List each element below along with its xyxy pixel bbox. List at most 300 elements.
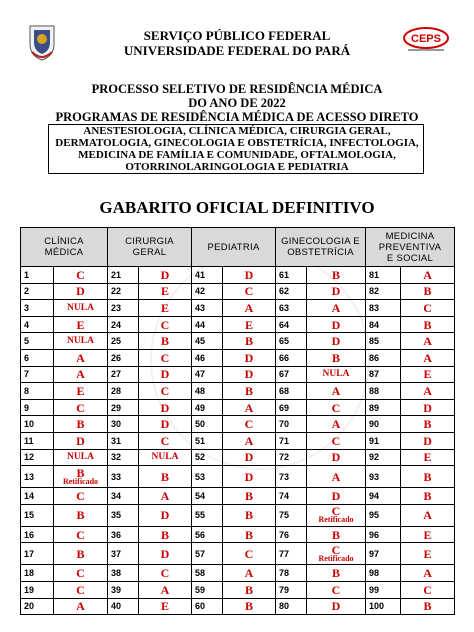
question-number: 9 (21, 399, 54, 416)
question-number: 42 (192, 283, 223, 300)
process-title-line1: PROCESSO SELETIVO DE RESIDÊNCIA MÉDICA (91, 82, 383, 96)
answer-value: C (76, 488, 85, 503)
question-number: 63 (276, 300, 307, 317)
answer-cell (139, 504, 192, 526)
answer-value: C (76, 400, 85, 415)
answer-value: D (244, 469, 254, 484)
answer-cell (139, 300, 192, 317)
question-number: 80 (276, 598, 307, 615)
question-number: 57 (192, 543, 223, 565)
answer-cell (223, 581, 276, 598)
question-number: 88 (366, 383, 401, 400)
answer-cell (401, 366, 455, 383)
question-number: 34 (108, 488, 139, 505)
answer-cell (307, 488, 366, 505)
question-number: 5 (21, 333, 54, 350)
answer-cell (223, 349, 276, 366)
answer-cell (54, 349, 108, 366)
answer-cell (401, 526, 455, 543)
table-row (21, 543, 455, 565)
table-header-row (21, 228, 455, 267)
rectified-note: Retificado (318, 515, 354, 525)
table-row (21, 333, 455, 350)
answer-cell (54, 543, 108, 565)
column-header-line: MÉDICA (44, 247, 84, 258)
answer-value: B (76, 546, 85, 561)
table-row (21, 565, 455, 582)
answer-cell (139, 449, 192, 466)
question-number: 61 (276, 267, 307, 284)
answer-value: A (76, 350, 85, 365)
column-header (276, 228, 366, 267)
question-number: 33 (108, 466, 139, 488)
answer-cell (139, 581, 192, 598)
table-row (21, 267, 455, 284)
question-number: 21 (108, 267, 139, 284)
question-number: 4 (21, 316, 54, 333)
answer-value: B (423, 488, 432, 503)
answer-value: B (161, 527, 170, 542)
answer-value: A (423, 334, 432, 349)
answer-value: E (423, 450, 432, 465)
question-number: 52 (192, 449, 223, 466)
answer-cell (139, 432, 192, 449)
question-number: 79 (276, 581, 307, 598)
question-number: 17 (21, 543, 54, 565)
answer-cell (307, 526, 366, 543)
answer-cell (307, 565, 366, 582)
question-number: 92 (366, 449, 401, 466)
question-number: 40 (108, 598, 139, 615)
answer-value: D (244, 450, 254, 465)
answer-value: B (423, 599, 432, 614)
answer-value: C (331, 504, 341, 519)
answer-value: C (331, 400, 341, 415)
answer-value: A (331, 469, 341, 484)
answer-value: B (76, 508, 85, 523)
answer-value: B (76, 417, 85, 432)
question-number: 83 (366, 300, 401, 317)
question-number: 38 (108, 565, 139, 582)
answer-cell (223, 598, 276, 615)
question-number: 46 (192, 349, 223, 366)
table-row (21, 366, 455, 383)
answer-cell (54, 504, 108, 526)
answer-cell (54, 316, 108, 333)
process-title-line2: DO ANO DE 2022 (188, 96, 286, 110)
answer-cell (401, 349, 455, 366)
question-number: 8 (21, 383, 54, 400)
answer-cell (54, 488, 108, 505)
answer-value: C (244, 546, 254, 561)
answer-cell (139, 349, 192, 366)
answer-value: A (244, 300, 254, 315)
answer-cell (223, 466, 276, 488)
question-number: 2 (21, 283, 54, 300)
column-header-line: GERAL (132, 247, 167, 258)
question-number: 99 (366, 581, 401, 598)
question-number: 87 (366, 366, 401, 383)
answer-cell (54, 449, 108, 466)
question-number: 30 (108, 416, 139, 433)
answer-value: A (423, 566, 432, 581)
question-number: 7 (21, 366, 54, 383)
answer-cell (307, 504, 366, 526)
question-number: 74 (276, 488, 307, 505)
question-number: 15 (21, 504, 54, 526)
answer-cell (307, 449, 366, 466)
table-body (21, 267, 455, 615)
answer-cell (139, 383, 192, 400)
table-row (21, 504, 455, 526)
question-number: 69 (276, 399, 307, 416)
question-number: 68 (276, 383, 307, 400)
answer-value: C (331, 542, 341, 557)
answer-value: A (76, 367, 85, 382)
specialties-line: DERMATOLOGIA, GINECOLOGIA E OBSTETRÍCIA, INFECTOLOGIA, (55, 137, 419, 149)
question-number: 25 (108, 333, 139, 350)
answer-cell (401, 565, 455, 582)
answer-value: D (331, 599, 341, 614)
answer-value: D (331, 334, 341, 349)
column-header (366, 228, 455, 267)
answer-value: D (160, 546, 170, 561)
question-number: 28 (108, 383, 139, 400)
question-number: 24 (108, 316, 139, 333)
answer-cell (223, 565, 276, 582)
answer-value: E (76, 383, 85, 398)
question-number: 26 (108, 349, 139, 366)
answer-value: E (161, 300, 170, 315)
answer-value: B (161, 334, 170, 349)
question-number: 20 (21, 598, 54, 615)
question-number: 89 (366, 399, 401, 416)
answer-value: B (423, 417, 432, 432)
question-number: 95 (366, 504, 401, 526)
column-header-line: CIRURGIA (125, 236, 174, 247)
question-number: 32 (108, 449, 139, 466)
answer-value: B (423, 317, 432, 332)
answer-value: C (423, 582, 432, 597)
institution-name-line1: SERVIÇO PÚBLICO FEDERAL (143, 28, 331, 43)
question-number: 67 (276, 366, 307, 383)
answer-value: NULA (67, 452, 94, 463)
question-number: 70 (276, 416, 307, 433)
answer-value: D (160, 267, 170, 282)
page-title: GABARITO OFICIAL DEFINITIVO (99, 198, 375, 217)
answer-value: D (76, 284, 85, 299)
answer-cell (139, 488, 192, 505)
answer-cell (54, 416, 108, 433)
answer-value: D (331, 317, 341, 332)
answer-cell (54, 283, 108, 300)
answer-cell (54, 333, 108, 350)
answer-cell (307, 581, 366, 598)
question-number: 85 (366, 333, 401, 350)
column-header-line: MEDICINA (385, 230, 435, 242)
answer-cell (54, 565, 108, 582)
answer-value: B (332, 267, 341, 282)
question-number: 91 (366, 432, 401, 449)
answer-cell (401, 283, 455, 300)
answer-cell (401, 598, 455, 615)
answer-value: A (160, 582, 170, 597)
answer-cell (223, 316, 276, 333)
answer-cell (54, 598, 108, 615)
answer-value: B (332, 566, 341, 581)
rectified-note: Retificado (62, 476, 99, 486)
answer-cell (307, 333, 366, 350)
answer-cell (307, 283, 366, 300)
answer-cell (307, 349, 366, 366)
answer-cell (401, 543, 455, 565)
answer-cell (401, 466, 455, 488)
answer-cell (223, 504, 276, 526)
answer-cell (307, 383, 366, 400)
question-number: 50 (192, 416, 223, 433)
table-row (21, 283, 455, 300)
institution-name-line2: UNIVERSIDADE FEDERAL DO PARÁ (123, 43, 351, 58)
answer-value: C (160, 383, 170, 398)
answer-cell (223, 488, 276, 505)
answer-cell (54, 383, 108, 400)
table-row (21, 316, 455, 333)
answer-value: D (244, 267, 254, 282)
question-number: 10 (21, 416, 54, 433)
answer-cell (307, 366, 366, 383)
column-header (108, 228, 192, 267)
answer-cell (139, 399, 192, 416)
answer-cell (223, 449, 276, 466)
question-number: 48 (192, 383, 223, 400)
answer-value: D (331, 450, 341, 465)
answer-key-table (20, 227, 455, 615)
question-number: 35 (108, 504, 139, 526)
question-number: 76 (276, 526, 307, 543)
answer-value: A (423, 383, 432, 398)
column-header-line: GINECOLOGIA E (281, 236, 360, 247)
question-number: 49 (192, 399, 223, 416)
question-number: 98 (366, 565, 401, 582)
answer-cell (401, 504, 455, 526)
answer-value: B (245, 488, 254, 503)
question-number: 54 (192, 488, 223, 505)
answer-cell (139, 333, 192, 350)
table-row (21, 399, 455, 416)
question-number: 14 (21, 488, 54, 505)
answer-cell (139, 283, 192, 300)
answer-value: C (76, 566, 85, 581)
answer-value: D (244, 367, 254, 382)
answer-value: B (245, 334, 254, 349)
question-number: 22 (108, 283, 139, 300)
specialties-line: MEDICINA DE FAMÍLIA E COMUNIDADE, OFTALMOLOGIA, (78, 149, 396, 161)
answer-value: B (245, 582, 254, 597)
answer-value: NULA (67, 302, 94, 313)
question-number: 100 (366, 598, 401, 615)
answer-value: A (244, 400, 254, 415)
answer-cell (307, 598, 366, 615)
answer-value: C (160, 433, 170, 448)
answer-cell (401, 316, 455, 333)
answer-value: D (331, 284, 341, 299)
question-number: 37 (108, 543, 139, 565)
answer-value: A (331, 300, 341, 315)
answer-value: A (331, 417, 341, 432)
answer-cell (401, 416, 455, 433)
answer-value: E (423, 546, 432, 561)
answer-cell (401, 488, 455, 505)
process-title-line3: PROGRAMAS DE RESIDÊNCIA MÉDICA DE ACESSO DIRETO (55, 110, 419, 124)
table-row (21, 466, 455, 488)
answer-value: D (160, 400, 170, 415)
answer-cell (223, 300, 276, 317)
answer-value: C (76, 267, 85, 282)
column-header-line: E SOCIAL (386, 252, 434, 264)
answer-value: C (76, 582, 85, 597)
question-number: 11 (21, 432, 54, 449)
answer-cell (54, 399, 108, 416)
answer-cell (401, 333, 455, 350)
answer-cell (139, 416, 192, 433)
answer-value: NULA (151, 452, 179, 463)
answer-value: E (161, 284, 170, 299)
table-row (21, 449, 455, 466)
answer-cell (223, 283, 276, 300)
answer-value: B (245, 599, 254, 614)
answer-cell (54, 581, 108, 598)
question-number: 18 (21, 565, 54, 582)
question-number: 31 (108, 432, 139, 449)
rectified-note: Retificado (318, 553, 354, 563)
answer-cell (223, 416, 276, 433)
answer-value: C (423, 300, 432, 315)
table-row (21, 581, 455, 598)
question-number: 78 (276, 565, 307, 582)
answer-value: E (161, 599, 170, 614)
answer-value: D (76, 433, 85, 448)
answer-cell (54, 466, 108, 488)
answer-cell (139, 543, 192, 565)
answer-cell (401, 432, 455, 449)
answer-value: C (160, 317, 170, 332)
answer-value: B (423, 469, 432, 484)
answer-cell (223, 366, 276, 383)
question-number: 45 (192, 333, 223, 350)
answer-value: B (245, 527, 254, 542)
question-number: 12 (21, 449, 54, 466)
column-header-line: PREVENTIVA (378, 241, 442, 253)
question-number: 23 (108, 300, 139, 317)
table-row (21, 488, 455, 505)
question-number: 84 (366, 316, 401, 333)
question-number: 77 (276, 543, 307, 565)
answer-value: A (331, 383, 341, 398)
answer-cell (139, 565, 192, 582)
answer-cell (54, 526, 108, 543)
answer-cell (223, 526, 276, 543)
answer-cell (307, 543, 366, 565)
question-number: 66 (276, 349, 307, 366)
svg-text:CEPS: CEPS (411, 33, 441, 45)
column-header-line: CLÍNICA (44, 236, 84, 247)
answer-cell (307, 399, 366, 416)
answer-value: D (423, 433, 432, 448)
question-number: 27 (108, 366, 139, 383)
answer-value: E (76, 317, 85, 332)
question-number: 96 (366, 526, 401, 543)
answer-value: B (332, 350, 341, 365)
answer-value: A (244, 433, 254, 448)
answer-value: NULA (67, 336, 94, 347)
question-number: 16 (21, 526, 54, 543)
question-number: 29 (108, 399, 139, 416)
question-number: 72 (276, 449, 307, 466)
question-number: 94 (366, 488, 401, 505)
question-number: 13 (21, 466, 54, 488)
question-number: 36 (108, 526, 139, 543)
question-number: 90 (366, 416, 401, 433)
question-number: 81 (366, 267, 401, 284)
table-row (21, 526, 455, 543)
answer-cell (54, 366, 108, 383)
question-number: 6 (21, 349, 54, 366)
table-row (21, 598, 455, 615)
answer-cell (223, 333, 276, 350)
column-header-line: OBSTETRÍCIA (287, 247, 354, 258)
question-number: 3 (21, 300, 54, 317)
table-row (21, 432, 455, 449)
answer-cell (139, 466, 192, 488)
question-number: 62 (276, 283, 307, 300)
question-number: 59 (192, 581, 223, 598)
column-header (21, 228, 108, 267)
answer-value: A (244, 566, 254, 581)
question-number: 1 (21, 267, 54, 284)
table-row (21, 383, 455, 400)
answer-cell (139, 598, 192, 615)
answer-cell (401, 449, 455, 466)
question-number: 47 (192, 366, 223, 383)
question-number: 82 (366, 283, 401, 300)
specialties-line: OTORRINOLARINGOLOGIA E PEDIATRIA (125, 161, 349, 173)
question-number: 60 (192, 598, 223, 615)
specialties-line: ANESTESIOLOGIA, CLÍNICA MÉDICA, CIRURGIA GERAL, (83, 125, 391, 137)
answer-cell (307, 432, 366, 449)
question-number: 39 (108, 581, 139, 598)
question-number: 71 (276, 432, 307, 449)
answer-value: C (160, 350, 170, 365)
question-number: 51 (192, 432, 223, 449)
answer-value: C (331, 433, 341, 448)
table-row (21, 349, 455, 366)
answer-value: A (423, 350, 432, 365)
answer-cell (223, 267, 276, 284)
answer-cell (223, 543, 276, 565)
answer-value: A (160, 488, 170, 503)
answer-cell (401, 383, 455, 400)
question-number: 97 (366, 543, 401, 565)
answer-cell (401, 581, 455, 598)
answer-cell (401, 300, 455, 317)
answer-cell (139, 316, 192, 333)
question-number: 93 (366, 466, 401, 488)
specialties-box (48, 124, 424, 174)
answer-cell (223, 399, 276, 416)
answer-value: E (245, 317, 254, 332)
answer-cell (139, 526, 192, 543)
question-number: 53 (192, 466, 223, 488)
